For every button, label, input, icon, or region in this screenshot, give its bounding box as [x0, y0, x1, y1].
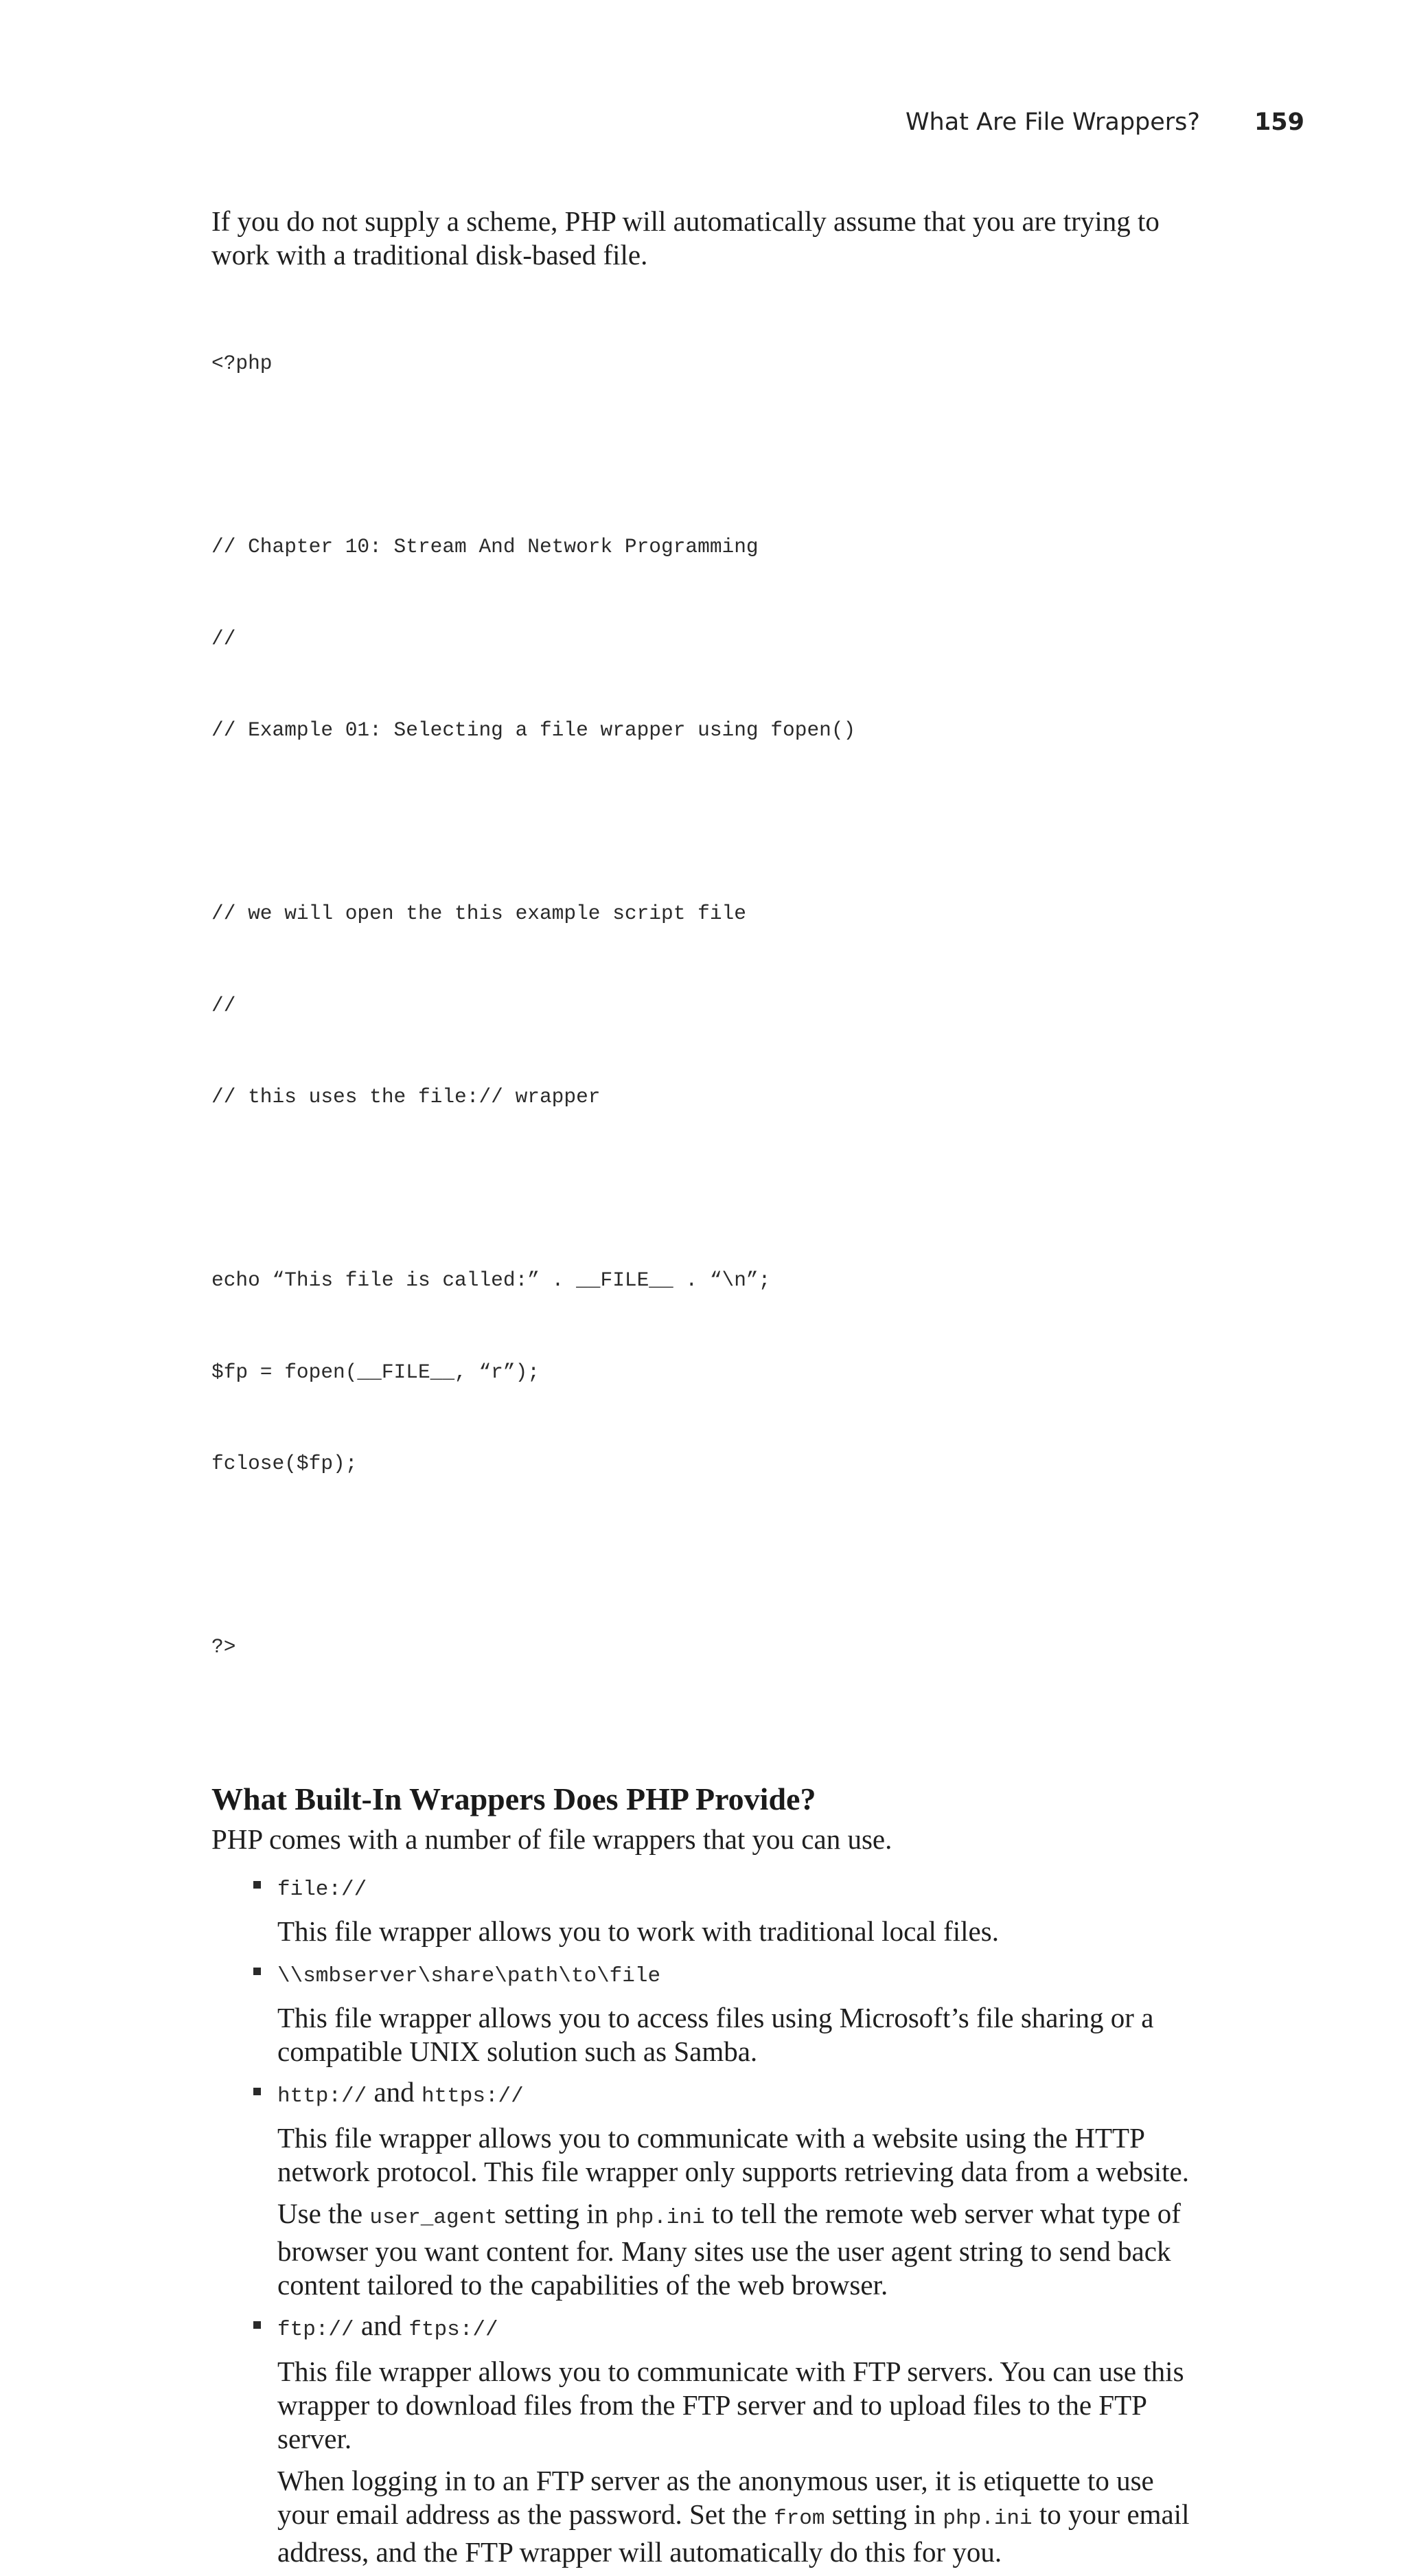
code-line: [211, 1540, 1214, 1571]
code-line: //: [211, 993, 236, 1017]
wrapper-scheme-code: https://: [421, 2084, 524, 2108]
wrapper-description: This file wrapper allows you to work with traditional local files.: [277, 1915, 999, 1947]
heading-conjunction: and: [373, 2075, 415, 2108]
bullet-square-icon: [253, 2088, 261, 2095]
wrapper-scheme-code: ftps://: [408, 2317, 498, 2342]
inline-code: from: [774, 2506, 825, 2531]
note-text: setting in: [831, 2498, 936, 2530]
wrapper-description: This file wrapper allows you to access files using Microsoft’s file sharing or a compatible UNIX solution such as Samba.: [277, 2001, 1154, 2067]
note-text: setting in: [504, 2197, 609, 2229]
code-line: echo “This file is called:” . __FILE__ . “\n”;: [211, 1268, 771, 1292]
inline-code: php.ini: [943, 2506, 1033, 2531]
section-heading: What Built-In Wrappers Does PHP Provide?: [211, 1781, 816, 1816]
note-text: to tell the remote web server what type of browser you want content for. Many sites use the user agent string to send back content tailored to the capabilities of the web browser.: [277, 2197, 1181, 2301]
inline-code: php.ini: [615, 2205, 705, 2230]
list-item-heading: [277, 2309, 1214, 2347]
wrapper-scheme-code: ftp://: [277, 2317, 354, 2342]
list-item-heading: [277, 2075, 1214, 2113]
running-header-title: What Are File Wrappers?: [905, 109, 1200, 136]
running-header: [892, 109, 1304, 143]
list-item-heading: [277, 1869, 1214, 1906]
section-intro-paragraph: PHP comes with a number of file wrappers that you can use.: [211, 1823, 892, 1855]
code-line: $fp = fopen(__FILE__, “r”);: [211, 1360, 540, 1384]
bullet-square-icon: [253, 2321, 261, 2329]
page-number: 159: [1254, 109, 1304, 136]
code-line: //: [211, 626, 236, 650]
code-line: <?php: [211, 352, 273, 375]
intro-paragraph: If you do not supply a scheme, PHP will automatically assume that you are trying to work with a traditional disk-based file.: [211, 205, 1160, 271]
list-item-http-wrapper: [211, 2075, 1214, 2302]
note-text: to your email address, and the FTP wrapper will automatically do this for you.: [277, 2498, 1190, 2568]
code-line: // this uses the file:// wrapper: [211, 1085, 601, 1108]
code-line: // Chapter 10: Stream And Network Programming: [211, 535, 759, 558]
code-line: // we will open the this example script file: [211, 902, 746, 925]
list-item-ftp-wrapper: [211, 2309, 1214, 2569]
wrapper-list: [211, 1869, 1214, 2569]
inline-code: user_agent: [369, 2205, 498, 2230]
note-text: When logging in to an FTP server as the anonymous user, it is etiquette to use your email address as the password. Set the: [277, 2464, 1154, 2530]
heading-conjunction: and: [360, 2309, 402, 2341]
code-listing: [211, 287, 1214, 1724]
code-line: [211, 1174, 1214, 1205]
wrapper-scheme-code: file://: [277, 1877, 367, 1902]
wrapper-description: This file wrapper allows you to communicate with FTP servers. You can use this wrapper to download files from the FTP server and to upload files to the FTP server.: [277, 2355, 1184, 2454]
wrapper-scheme-code: \\smbserver\share\path\to\file: [277, 1963, 661, 1988]
code-line: ?>: [211, 1635, 236, 1659]
wrapper-note: [277, 2197, 1197, 2302]
code-line: [211, 440, 1214, 471]
list-item-smb-wrapper: [211, 1955, 1214, 2068]
bullet-square-icon: [253, 1881, 261, 1889]
note-text: Use the: [277, 2197, 363, 2229]
list-item-file-wrapper: [211, 1869, 1214, 1948]
wrapper-description: This file wrapper allows you to communicate with a website using the HTTP network protocol. This file wrapper only supports retrieving data from a website.: [277, 2121, 1189, 2187]
bullet-square-icon: [253, 1968, 261, 1975]
page-body: [211, 205, 1214, 2576]
code-line: fclose($fp);: [211, 1452, 358, 1475]
wrapper-scheme-code: http://: [277, 2084, 367, 2108]
code-line: [211, 807, 1214, 838]
list-item-heading: [277, 1955, 1214, 1993]
code-line: // Example 01: Selecting a file wrapper using fopen(): [211, 718, 856, 742]
wrapper-note: [277, 2464, 1197, 2569]
